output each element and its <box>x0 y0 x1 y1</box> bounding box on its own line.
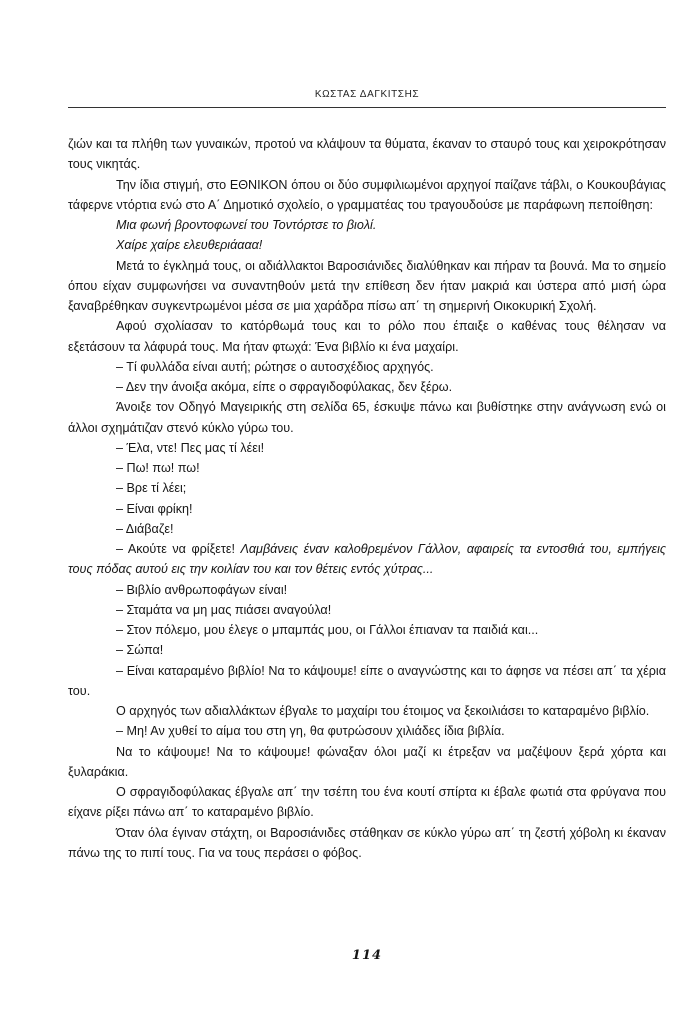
dialogue-line: – Διάβαζε! <box>116 521 174 536</box>
dialogue-line: – Πω! πω! πω! <box>116 461 200 475</box>
dialogue-line-with-quote <box>68 539 666 580</box>
paragraph: Αφού σχολίασαν το κατόρθωμά τους και το ρόλο που έπαιξε ο καθένας τους θέλησαν να εξετάσουν τα λάφυρά τους. Μα ήταν φτωχά: Ένα βιβλίο κι ένα μαχαίρι. <box>68 319 666 354</box>
song-line: Μια φωνή βροντοφωνεί του Τοντόρτσε το βιολί. <box>116 218 377 232</box>
dialogue-line: – Έλα, ντε! Πες μας τί λέει! <box>116 440 265 455</box>
dialogue-line: – Τί φυλλάδα είναι αυτή; ρώτησε ο αυτοσχέδιος αρχηγός. <box>116 359 434 374</box>
dialogue-line: – Μη! Αν χυθεί το αίμα του στη γη, θα φυτρώσουν χιλιάδες ίδια βιβλία. <box>116 724 505 739</box>
dialogue-line: – Σώπα! <box>116 643 164 658</box>
paragraph: Όταν όλα έγιναν στάχτη, οι Βαροσιάνιδες στάθηκαν σε κύκλο γύρω απ΄ τη ζεστή χόβολη κι έκαναν πάνω της το πιπί τους. Για να τους περάσει ο φόβος. <box>68 825 666 860</box>
page-number: 114 <box>351 948 383 963</box>
paragraph: Μετά το έγκλημά τους, οι αδιάλλακτοι Βαροσιάνιδες διαλύθηκαν και πήραν τα βουνά. Μα το σημείο όπου είχαν συμφωνήσει να συναντηθούν μετά την επίθεση δεν ήταν μακριά και ύστερα από μισή ώρα ξαναβρέθηκαν συγκεντρωμένοι μέσα σε μια χαράδρα πίσω απ΄ τη σημερινή Οικοκυρική Σχολή. <box>68 258 666 313</box>
song-line: Χαίρε χαίρε ελευθεριάααα! <box>116 238 263 253</box>
paragraph: Ο αρχηγός των αδιαλλάκτων έβγαλε το μαχαίρι του έτοιμος να ξεκοιλιάσει το καταραμένο βιβλίο. <box>116 704 650 718</box>
dialogue-line: – Βρε τί λέει; <box>116 481 187 496</box>
dialogue-line: – Σταμάτα να μη μας πιάσει αναγούλα! <box>116 602 332 617</box>
dialogue-line: – Είναι καταραμένο βιβλίο! Να το κάψουμε! είπε ο αναγνώστης και το άφησε να πέσει απ΄ τα χέρια του. <box>68 663 666 698</box>
dialogue-line: – Είναι φρίκη! <box>116 501 193 516</box>
paragraph: Την ίδια στιγμή, στο ΕΘΝΙΚΟΝ όπου οι δύο συμφιλιωμένοι αρχηγοί παίζανε τάβλι, ο Κουκουβάγιας τάφερνε ντόρτια ενώ στο Α΄ Δημοτικό σχολείο, ο γραμματέας του τραγουδούσε με παράφωνη πεποίθηση: <box>68 177 666 212</box>
dialogue-line: – Στον πόλεμο, μου έλεγε ο μπαμπάς μου, οι Γάλλοι έπιαναν τα παιδιά και... <box>116 623 539 637</box>
paragraph: Να το κάψουμε! Να το κάψουμε! φώναξαν όλοι μαζί κι έτρεξαν να μαζέψουν ξερά χόρτα και ξυλαράκια. <box>68 744 666 779</box>
header-rule <box>68 107 666 108</box>
paragraph: Άνοιξε τον Οδηγό Μαγειρικής στη σελίδα 65, έσκυψε πάνω και βυθίστηκε στην ανάγνωση ενώ οι άλλοι σχημάτιζαν στενό κύκλο γύρω του. <box>68 400 666 435</box>
dialogue-line: – Βιβλίο ανθρωποφάγων είναι! <box>116 582 288 597</box>
dialogue-line: – Δεν την άνοιξα ακόμα, είπε ο σφραγιδοφύλακας, δεν ξέρω. <box>116 380 453 394</box>
paragraph: Ο σφραγιδοφύλακας έβγαλε απ΄ την τσέπη του ένα κουτί σπίρτα κι έβαλε φωτιά στα φρύγανα που είχανε ρίξει πάνω απ΄ το καταραμένο βιβλίο. <box>68 785 666 820</box>
recipe-quote: Λαμβάνεις έναν καλοθρεμένον Γάλλον, αφαιρείς τα εντοσθιά του, εμπήγεις τους πόδας αυτού εις την κοιλίαν του και τον θέτεις εντός χύτρας... <box>68 542 667 577</box>
paragraph-continuation: ζιών και τα πλήθη των γυναικών, προτού να κλάψουν τα θύματα, έκαναν το σταυρό τους και χειροκρότησαν τους νικητάς. <box>68 137 666 172</box>
page-body <box>68 134 666 863</box>
running-header-author: ΚΩΣΤΑΣ ΔΑΓΚΙΤΣΗΣ <box>314 89 420 100</box>
dialogue-plain-part: – Ακούτε να φρίξετε! <box>116 542 241 556</box>
